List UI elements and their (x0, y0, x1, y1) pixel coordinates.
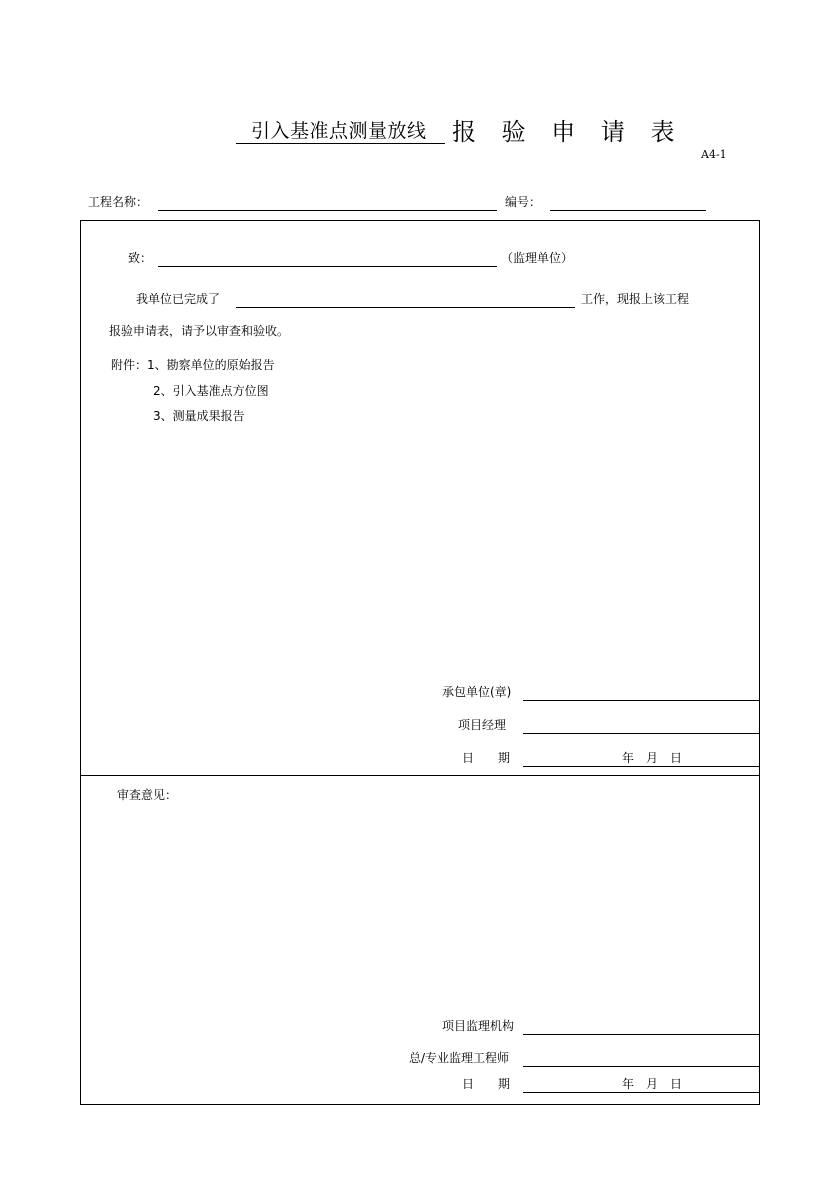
supervisor-unit-field[interactable] (158, 266, 497, 267)
review-opinion-label: 审查意见： (117, 788, 178, 802)
supervision-agency-field[interactable] (523, 1034, 760, 1035)
section-divider (80, 775, 760, 776)
number-field[interactable] (550, 210, 706, 211)
request-date-ymd: 年 月 日 (622, 751, 683, 765)
engineer-field[interactable] (523, 1066, 760, 1067)
form-code: A4-1 (701, 148, 727, 161)
review-date-ymd: 年 月 日 (622, 1077, 683, 1091)
completed-prefix: 我单位已完成了 (136, 292, 221, 306)
attachment-item-3: 3、测量成果报告 (153, 409, 245, 423)
attachment-item-2: 2、引入基准点方位图 (153, 384, 269, 398)
contractor-label: 承包单位(章) (442, 685, 512, 699)
request-date-field[interactable] (523, 766, 760, 767)
supervision-agency-label: 项目监理机构 (442, 1019, 515, 1033)
project-name-label: 工程名称： (88, 195, 149, 209)
request-date-label: 日 期 (462, 751, 511, 765)
page-title: 报 验 申 请 表 (452, 118, 684, 146)
to-label: 致： (128, 251, 153, 265)
contractor-field[interactable] (523, 700, 760, 701)
form-box (80, 220, 760, 1105)
manager-field[interactable] (523, 733, 760, 734)
completed-work-field[interactable] (236, 307, 575, 308)
attachment-item-1: 附件：1、勘察单位的原始报告 (111, 358, 275, 372)
manager-label: 项目经理 (458, 718, 507, 732)
completed-suffix: 工作，现报上该工程 (581, 292, 690, 306)
number-label: 编号： (505, 195, 542, 209)
engineer-field-tick (759, 1066, 760, 1074)
manager-field-tick (759, 733, 760, 741)
review-date-label: 日 期 (462, 1077, 511, 1091)
project-name-field[interactable] (158, 210, 497, 211)
request-line: 报验申请表，请予以审查和验收。 (109, 324, 290, 338)
title-prefix: 引入基准点测量放线 (251, 120, 427, 142)
engineer-label: 总/专业监理工程师 (409, 1051, 510, 1065)
review-date-field[interactable] (523, 1092, 760, 1093)
title-prefix-underline (236, 143, 445, 144)
supervisor-unit-label: （监理单位） (501, 251, 574, 265)
